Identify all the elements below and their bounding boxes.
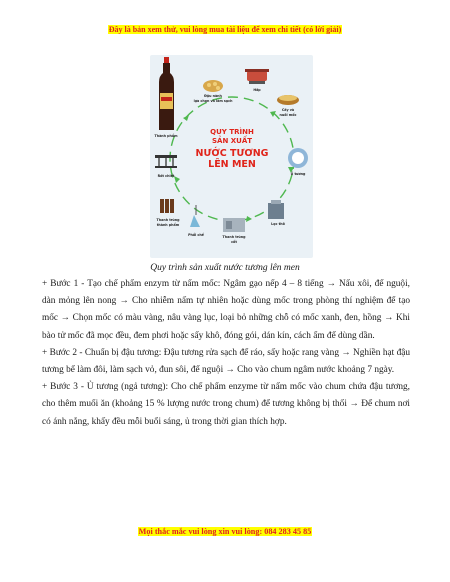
- product-sterilization-step-icon: [160, 199, 174, 213]
- step-label-10: Thành phẩm: [154, 134, 178, 138]
- diagram-title-line-4: LÊN MEN: [208, 159, 256, 170]
- soybeans-step-icon: [203, 80, 223, 92]
- process-diagram-image: [150, 55, 313, 258]
- process-diagram-svg: [150, 55, 313, 258]
- step-label-4: Ủ tương: [290, 172, 306, 176]
- diagram-title-line-2: SẢN XUẤT: [211, 137, 253, 145]
- diagram-title-line-1: QUY TRÌNH: [210, 128, 254, 136]
- step-label-2: Hấp: [253, 88, 261, 92]
- arrow-head-5: [183, 115, 189, 121]
- body-text: [42, 276, 410, 431]
- step-label-5: Lọc thô: [271, 222, 285, 226]
- mold-culture-step-icon: [277, 95, 299, 105]
- step-label-9: Rót chiết: [157, 174, 175, 178]
- contact-notice-text: Mọi thắc mắc vui lòng xin vui lòng: 084 283 45 85: [138, 527, 312, 536]
- step-2-paragraph: + Bước 2 - Chuẩn bị đậu tương: Đậu tương rửa sạch để ráo, sấy hoặc rang vàng → Nghiền hạt đậu tương bể làm đôi, làm sạch vỏ, đun sôi, để nguội → Cho vào chum ngâm nước khoảng 7 ngày.: [42, 347, 410, 376]
- step-label-7: Phối chế: [188, 233, 204, 237]
- figure-caption: Quy trình sản xuất nước tương lên men: [150, 263, 300, 273]
- sterilization-step-icon: [223, 218, 245, 232]
- step-label-8: Thanh trùng: [156, 218, 180, 222]
- arrow-head-4: [174, 176, 180, 183]
- step-sub-6: cốt: [231, 240, 237, 244]
- preview-notice-text: Đây là bản xem thử, vui lòng mua tài liệu để xem chi tiết (có lời giải): [108, 25, 342, 34]
- filtering-step-icon: [268, 200, 284, 219]
- steamer-step-icon: [245, 69, 269, 84]
- preview-notice: [0, 25, 450, 34]
- diagram-title-line-3: NƯỚC TƯƠNG: [195, 148, 269, 159]
- step-label-3: Cấy và: [281, 108, 295, 112]
- arrow-head-3: [246, 216, 252, 222]
- fermentation-step-icon: [288, 148, 308, 168]
- step-label-1: Đậu nành: [204, 94, 222, 98]
- step-3-paragraph: + Bước 3 - Ủ tương (ngả tương): Cho chế phẩm enzyme từ nấm mốc vào chum chứa đậu tương, cho thêm muối ăn (khoảng 15 % lượng nước trong chum) để tương không bị thối → Để chum nơi có ánh nắng, khấy đều mỗi buổi sáng, ủ trong thời gian thích hợp.: [42, 382, 410, 427]
- soy-sauce-bottle-icon: [159, 57, 174, 130]
- step-1-paragraph: + Bước 1 - Tạo chế phẩm enzym từ nấm mốc: Ngâm gạo nếp 4 – 8 tiếng → Nấu xôi, để nguội, dàn mỏng lên nong → Cho nhiễm nấm tự nhiên hoặc dùng mốc trong phòng thí nghiệm để tạo mốc → Chọn mốc có màu vàng, nâu vàng lục, loại bỏ những chỗ có mốc xanh, đen, hồng → Khi bào tử mốc đã mọc đều, đem phơi hoặc sấy khô, đóng gói, dán kín, cách ẩm để dùng dần.: [42, 279, 410, 341]
- step-sub-8: thành phẩm: [156, 223, 180, 227]
- step-sub-3: nuôi mốc: [279, 113, 297, 117]
- step-label-6: Thanh trùng: [222, 235, 246, 239]
- step-sub-1: lựa chọn và làm sạch: [193, 99, 233, 103]
- contact-notice: [0, 527, 450, 536]
- bottling-machine-step-icon: [155, 155, 177, 168]
